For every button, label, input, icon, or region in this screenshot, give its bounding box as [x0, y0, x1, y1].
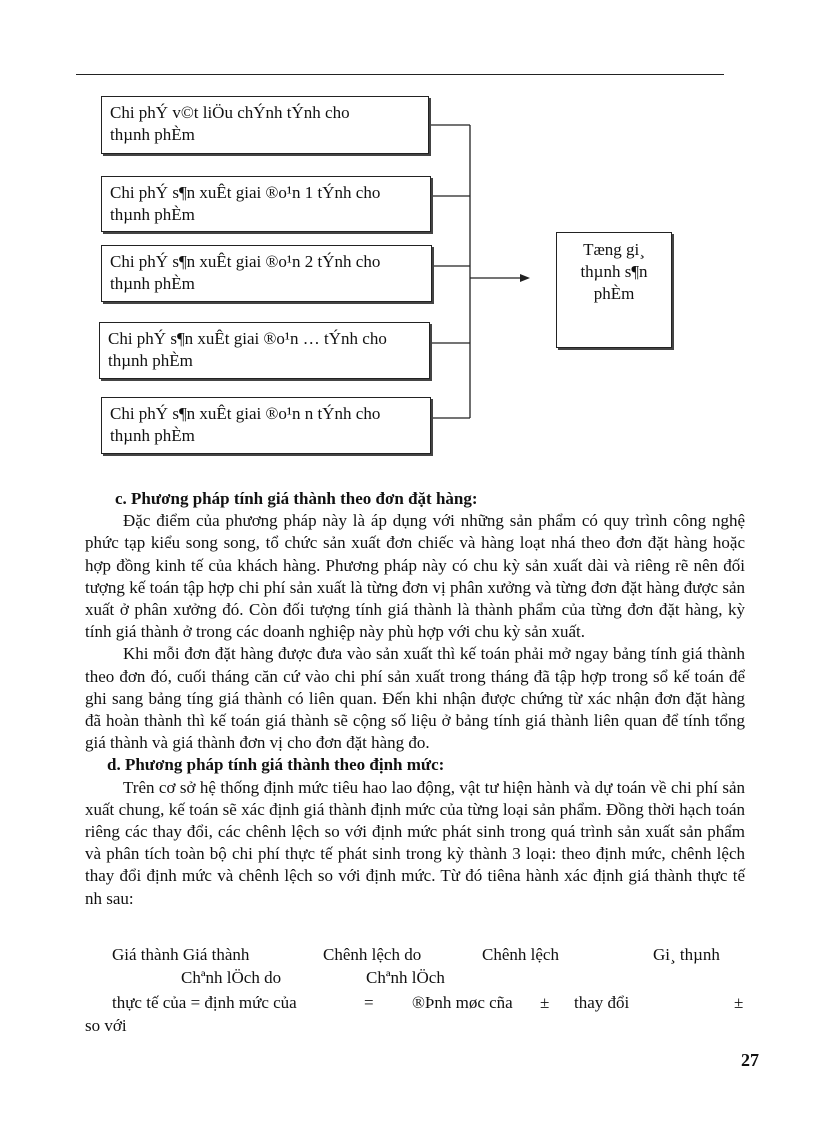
formula-text: so với [85, 1016, 127, 1035]
cost-box-text: thµnh phÈm [108, 351, 193, 370]
body-text [85, 488, 745, 910]
cost-box-text: Chi phÝ s¶n xuÊt giai ®o¹n n tÝnh cho [110, 404, 381, 423]
cost-box-stage-1 [101, 176, 431, 232]
cost-box-text: thµnh phÈm [110, 426, 195, 445]
arrow-head-icon [520, 274, 530, 282]
formula-text: Chênh lệch do [323, 945, 422, 964]
cost-box-stage-2 [101, 245, 432, 302]
cost-box-materials [101, 96, 429, 154]
formula-text: Gi¸ thµnh [653, 945, 720, 964]
cost-box-text: Chi phÝ s¶n xuÊt giai ®o¹n 1 tÝnh cho [110, 183, 381, 202]
formula-text: Chªnh lÖch do [181, 968, 282, 987]
formula-text: thực tế của = định mức của [112, 993, 297, 1012]
total-cost-box [556, 232, 672, 348]
page-number: 27 [741, 1050, 759, 1070]
section-c-paragraph-1: Đặc điểm của phương pháp này là áp dụng với những sản phẩm có quy trình công nghệ phức tạp kiểu song song, tổ chức sản xuất đơn chiếc và hàng loạt nhá theo đơn đặt hàng hoặc hợp đồng kinh tế của khách hàng. Phương pháp này có chu kỳ sản xuất dài và riêng rẽ nên đối tượng kế toán tập hợp chi phí sản xuất là từng đơn vị phân xưởng và từng đơn đặt hàng được sản xuất ở phân xưởng đó. Còn đối tượng tính giá thành là thành phẩm của từng đơn đặt hàng, kỳ tính giá thành ở trong các doanh nghiệp này phù hợp với chu kỳ sản xuất. [85, 511, 745, 642]
cost-box-text: thµnh phÈm [110, 125, 195, 144]
formula-text: ± [540, 993, 550, 1012]
formula-text: ®Þnh møc cña [412, 993, 513, 1012]
total-box-text: phÈm [593, 284, 635, 303]
section-d-heading: d. Phương pháp tính giá thành theo định mức: [107, 755, 445, 775]
section-d-paragraph-1: Trên cơ sở hệ thống định mức tiêu hao lao động, vật tư hiện hành và dự toán về chi phí sản xuất chung, kế toán sẽ xác định giá thành định mức của từng loại sản phẩm. Đồng thời hạch toán riêng các thay đổi, các chênh lệch so với định mức phát sinh trong quá trình sản xuất sản phẩm và phân tích toàn bộ chi phí thực tế phát sinh trong kỳ thành 3 loại: theo định mức, chênh lệch thay đổi định mức và chênh lệch so với định mức. Từ đó tiêna hành xác định giá thành thực tế nh sau: [85, 777, 745, 908]
formula-text: Chªnh lÖch [366, 968, 445, 987]
cost-box-text: thµnh phÈm [110, 205, 195, 224]
formula-text: Chênh lệch [482, 945, 559, 964]
section-c-heading: c. Phương pháp tính giá thành theo đơn đặt hàng: [115, 489, 478, 508]
cost-box-text: Chi phÝ s¶n xuÊt giai ®o¹n … tÝnh cho [108, 329, 387, 348]
total-box-text: Tæng gi¸ [583, 240, 645, 259]
formula-text: thay đổi [574, 993, 630, 1012]
cost-box-stage-n [101, 397, 431, 454]
cost-box-stage-ellipsis [99, 322, 430, 379]
formula-text: ± [734, 993, 744, 1012]
cost-box-text: thµnh phÈm [110, 274, 195, 293]
total-box-text: thµnh s¶n [580, 262, 648, 281]
cost-box-text: Chi phÝ s¶n xuÊt giai ®o¹n 2 tÝnh cho [110, 252, 381, 271]
cost-box-text: Chi phÝ v©t liÖu chÝnh tÝnh cho [110, 103, 350, 122]
section-c-paragraph-2: Khi mỗi đơn đặt hàng được đưa vào sản xuất thì kế toán phải mở ngay bảng tính giá thành theo đơn đó, cuối tháng căn cứ vào chi phí sản xuất trong tháng đã tập hợp trong sổ kế toán để ghi sang bảng tíng giá thành có liên quan. Đến khi nhận được chứng từ xác nhận đơn đặt hàng đã hoàn thành thì kế toán giá thành sẽ cộng số liệu ở bảng tính giá thành liên quan để tính tổng giá thành và giá thành đơn vị cho đơn đặt hàng đo. [85, 644, 745, 753]
formula-text: Giá thành Giá thành [112, 945, 250, 964]
formula-text: = [364, 993, 374, 1012]
